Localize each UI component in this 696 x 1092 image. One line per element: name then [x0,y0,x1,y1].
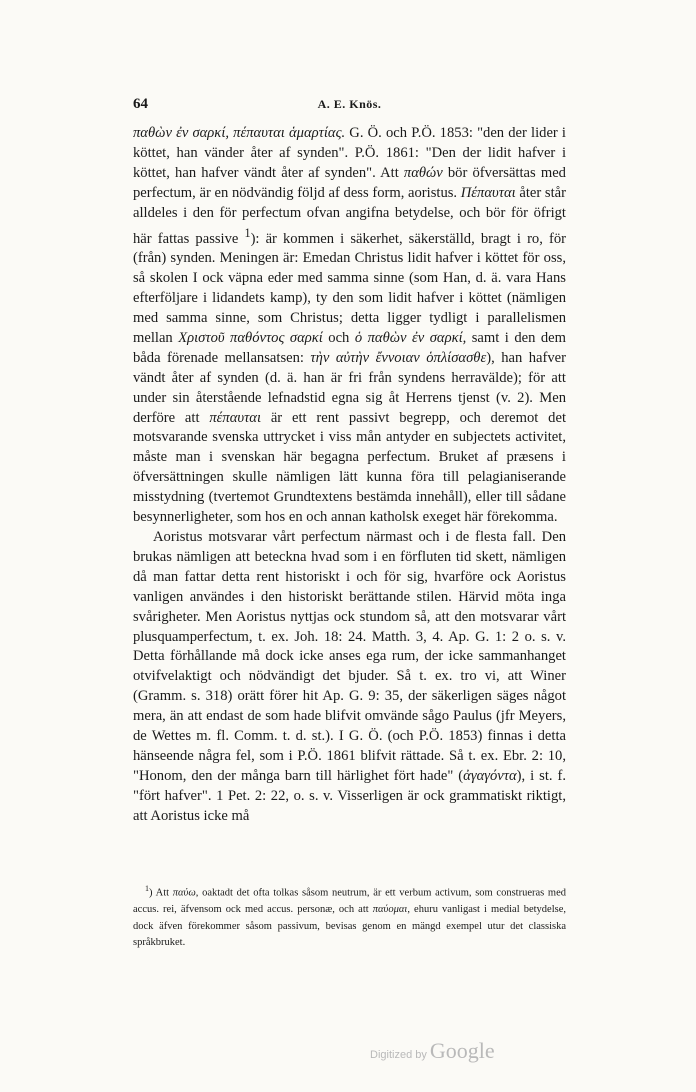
text-run: ), i st. f. "fört hafver". 1 Pet. 2: 22, o. s. v. Visserligen är ock grammatiskt riktigt, att Aoristus icke må [133,767,566,824]
page-header [133,96,566,116]
footnote-marker: 1 [145,884,149,893]
body-text [133,124,566,827]
text-run: Aoristus motsvarar vårt perfectum närmast och i de flesta fall. Den brukas nämligen att beteckna hvad som i en förfluten tid skett, nämligen då man fattar detta rent historiskt i och för sig, hvarföre ock Aoristus vanligen användes i den historiskt berättande stilen. Härvid möta inga svårigheter. Men Aoristus nyttjas ock stundom så, att den motsvarar vårt plusquamperfectum, t. ex. Joh. 18: 24. Matth. 3, 4. Ap. G. 1: 2 o. s. v. Detta förhållande må dock icke anses ega rum, der icke sammanhanget otvifvelaktigt och nödvändigt det bjuder. Så t. ex. tro vi, att Winer (Gramm. s. 318) orätt förer hit Ap. G. 9: 35, der säkerligen säges något mera, än att endast de som hade blifvit omvände sågo Paulus (jfr Meyers, de Wettes m. fl. Comm. t. d. st.). I G. Ö. (och P.Ö. 1853) finnas i detta hänseende några fel, som i P.Ö. 1861 blifvit rättade. Så t. ex. Ebr. 2: 10, "Honom, den der många barn till härlighet fört hade" ( [133,528,566,784]
digitized-watermark [370,1038,495,1064]
watermark-prefix: Digitized by [370,1049,427,1061]
text-run: G. Ö. och P.Ö. 1853: "den der lider i köttet, han vänder åter af synden". P.Ö. 1861: "Den der lidit hafver i köttet, han hafver vändt åter af synden". Att [133,125,566,181]
greek-word: Πέπαυται [460,184,516,201]
footnotes [133,881,566,952]
text-run: , ehuru vanligast i medial betydelse, dock äfven förekommer såsom passivum, bevisas genom en mängd exempel utur det classiska språkbruket. [133,904,566,949]
footnote-reference: 1 [244,225,251,240]
paragraph-1 [133,124,566,528]
text-run: är ett rent passivt begrepp, och deremot det motsvarande svenska uttrycket i viss mån antyder en subjectets activitet, måste man i svenskan här begagna perfectum. Bruket af præsens i öfversättningen skulle nämligen lätt kunna föra till pelagianiserande misstydning (tvertemot Grundtextens bestämda innehåll), eller till sådane besynnerligheter, som hos en och annan katholsk exeget här förekomma. [133,409,566,526]
text-run: och [322,329,355,346]
greek-phrase: ὁ παθὼν ἐν σαρκί, [354,329,467,346]
greek-phrase: παθὼν ἐν σαρκί, πέπαυται ἁμαρτίας. [133,125,346,141]
greek-word: παύω [172,887,196,899]
text-run: ), han hafver vändt åter af synden (d. ä. han är fri från syndens herravälde); för att under sin återstående lefnadstid egna sig åt Herrens tjenst (v. 2). Men derföre att [133,349,566,426]
running-head: A. E. Knös. [317,97,382,111]
text-run: ): är kommen i säkerhet, säkerställd, bragt i ro, för (från) synden. Meningen är: Emedan Christus lidit hafver i köttet för oss, så skolen I ock väpna eder med samma sinne (som Han, d. ä. vara Hans efterföljare i lidandets kamp), ty den som lidit hafver i köttet (nämligen med samma sinne, som Christus; detta ligger tydligt i parallelismen mellan [133,230,566,346]
text-run: bör öfversättas med perfectum, är en nödvändig följd af dess form, aoristus. [133,164,566,201]
paragraph-2 [133,528,566,827]
greek-word: παθών [403,164,443,181]
greek-word: παύομαι [372,904,408,916]
text-run: ) Att [149,887,173,899]
greek-phrase: τὴν αὐτὴν ἔννοιαν ὁπλίσασθε [310,349,487,366]
google-logo: Google [429,1038,495,1063]
greek-word: ἀγαγόντα [463,767,517,784]
text-run: åter står alldeles i den för perfectum ofvan angifna betydelse, och bör för öfrigt här fattas passive [133,184,566,247]
text-run: , oaktadt det ofta tolkas såsom neutrum, är ett verbum activum, som construeras med accus. rei, äfvensom ock med accus. personæ, och att [133,887,566,916]
greek-word: πέπαυται [209,409,262,426]
page-number: 64 [133,96,148,112]
greek-phrase: Χριστοῦ παθόντος σαρκί [178,329,323,346]
footnote-1 [133,881,566,952]
text-run: samt i den dem båda förenade mellansatsen: [133,329,566,366]
